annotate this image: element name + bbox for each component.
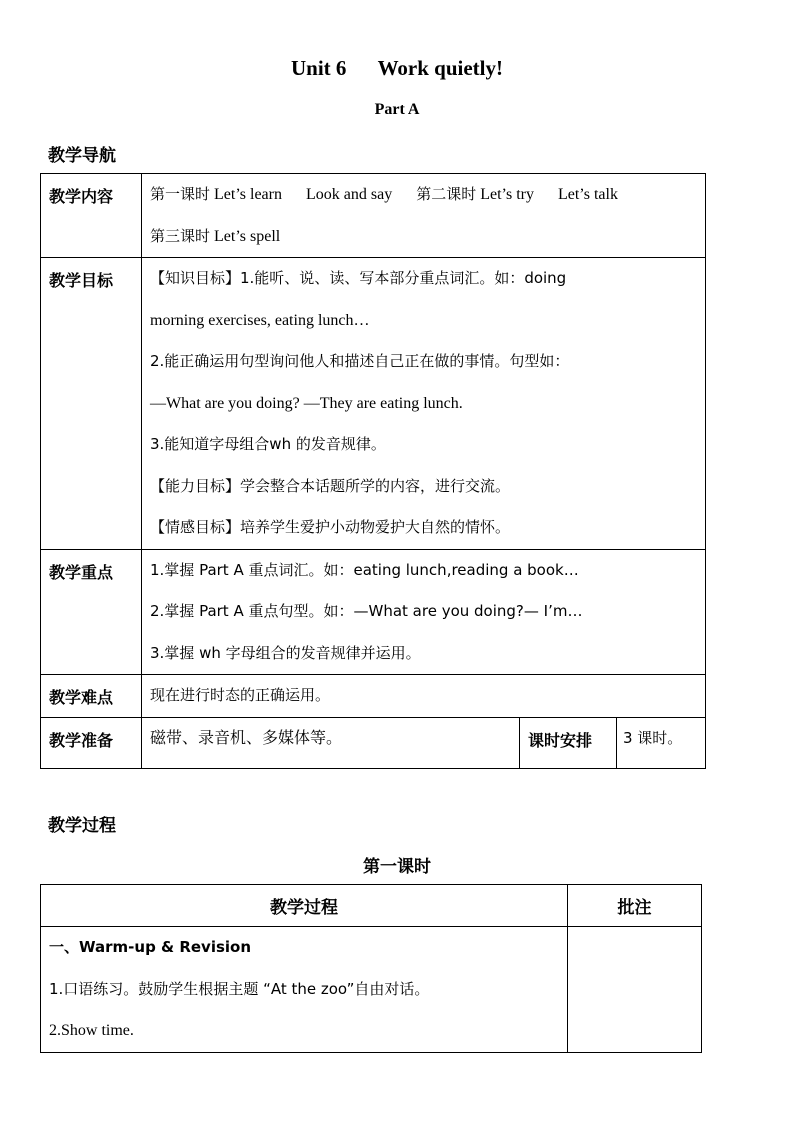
preparation-row <box>41 717 706 768</box>
goals-line-5: 3.能知道字母组合wh 的发音规律。 <box>150 435 386 453</box>
teaching-navigation-table <box>40 173 706 769</box>
preparation-value: 磁带、录音机、多媒体等。 <box>142 717 520 768</box>
step1-item1: 1.口语练习。鼓励学生根据主题 “At the zoo”自由对话。 <box>49 979 430 998</box>
difficulty-row <box>41 675 706 718</box>
notes-column-header: 批注 <box>568 885 702 927</box>
schedule-label: 课时安排 <box>520 717 617 768</box>
content-row <box>41 174 706 258</box>
goals-line-1: 【知识目标】1.能听、说、读、写本部分重点词汇。如：doing <box>150 269 567 287</box>
content-label: 教学内容 <box>41 174 142 258</box>
document-title <box>0 56 794 81</box>
period1-item2: Look and say <box>305 186 393 203</box>
key-points-label: 教学重点 <box>41 549 142 675</box>
content-line-1 <box>150 174 698 216</box>
process-header-row <box>41 885 702 927</box>
schedule-value: 3 课时。 <box>617 717 706 768</box>
period1-item1: Let’s learn <box>214 186 282 203</box>
goals-line-3: 2.能正确运用句型询问他人和描述自己正在做的事情。句型如： <box>150 352 570 370</box>
key-points-line-2: 2.掌握 Part A 重点句型。如：—What are you doing?— I’m… <box>150 602 583 620</box>
goals-value <box>142 258 706 550</box>
teaching-process-table <box>40 884 702 1053</box>
goals-line-6: 【能力目标】学会整合本话题所学的内容，进行交流。 <box>150 476 511 495</box>
key-points-line-3: 3.掌握 wh 字母组合的发音规律并运用。 <box>150 643 421 662</box>
goals-label: 教学目标 <box>41 258 142 550</box>
period2-label: 第二课时 <box>416 185 477 203</box>
process-content <box>41 927 568 1053</box>
difficulty-text: 现在进行时态的正确运用。 <box>150 686 331 704</box>
unit-number: Unit 6 <box>291 56 347 80</box>
key-points-value <box>142 549 706 675</box>
period1-label: 第一课时 <box>150 185 211 203</box>
period3-item1: Let’s spell <box>214 227 281 245</box>
preparation-label: 教学准备 <box>41 717 142 768</box>
nav-heading: 教学导航 <box>48 146 116 166</box>
period3-label: 第三课时 <box>150 226 211 245</box>
difficulty-label: 教学难点 <box>41 675 142 718</box>
process-heading: 教学过程 <box>48 816 116 836</box>
content-line-2 <box>150 216 698 258</box>
step1-title: 一、Warm-up & Revision <box>49 938 252 956</box>
process-column-header: 教学过程 <box>41 885 568 927</box>
period2-item2: Let’s talk <box>557 186 618 203</box>
process-body-row <box>41 927 702 1053</box>
goals-line-2: morning exercises, eating lunch… <box>150 311 370 329</box>
goals-line-4: —What are you doing? —They are eating lunch. <box>150 394 463 412</box>
period2-item1: Let’s try <box>480 186 534 203</box>
content-value <box>142 174 706 258</box>
goals-line-7: 【情感目标】培养学生爱护小动物爱护大自然的情怀。 <box>150 518 511 536</box>
key-points-row <box>41 549 706 675</box>
step1-item2: 2.Show time. <box>49 1022 134 1039</box>
notes-cell <box>568 927 702 1053</box>
difficulty-value <box>142 675 706 718</box>
key-points-line-1: 1.掌握 Part A 重点词汇。如：eating lunch,reading a book… <box>150 560 579 579</box>
lesson-title: 第一课时 <box>363 857 431 877</box>
part-label: Part A <box>374 101 420 118</box>
unit-title: Work quietly! <box>377 56 503 80</box>
goals-row <box>41 258 706 550</box>
